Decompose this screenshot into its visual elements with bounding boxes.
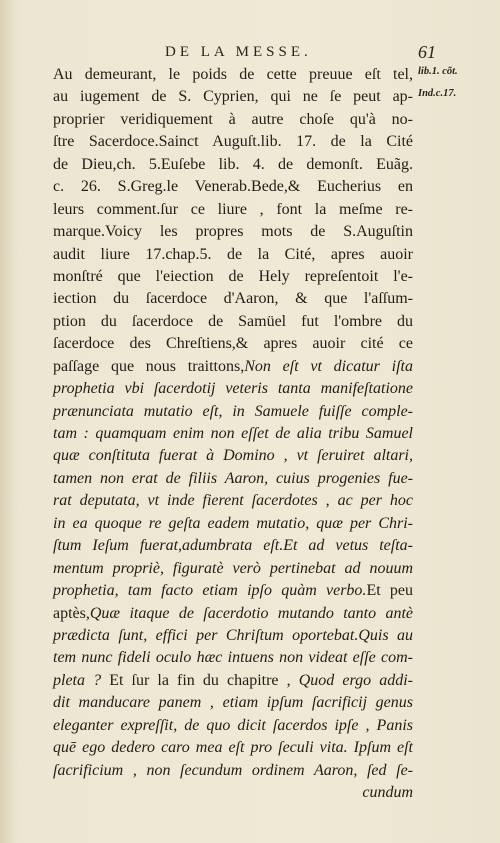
latin-quote-text: prophetia, tam facto etiam ipſo quàm verbo. [53,582,367,600]
text-line [53,737,413,759]
french-text: Et ſur la fin du chapitre , [101,671,299,689]
body-text [53,64,413,804]
latin-quote-text: tamen non erat de filiis Aaron, cuius progenies fue- [53,469,413,487]
latin-quote-text: ſacrificium , non ſecundum ordinem Aaron, ſed ſe- [53,761,413,779]
latin-quote-text: Quæ itaque de ſacerdotio mutando tanto antè [89,604,413,622]
latin-quote-text: tam : quamquam enim non eſſet de alia tribu Samuel [53,425,413,442]
latin-quote-text: mentum propriè, figuratè verò pertinebat ad nouum [53,559,413,577]
text-line [53,423,413,445]
text-line [53,513,413,535]
text-line [53,64,413,86]
french-text: leurs comment.ſur ce liure , font la meſme re- [53,200,413,218]
running-head: DE LA MESSE. [165,44,312,60]
text-line [53,266,413,288]
text-line [53,333,413,355]
text-line [53,311,413,333]
text-line [53,580,413,602]
margin-note: Ind.c.17. [418,88,457,99]
french-text: ſtre Sacerdoce.Sainct Auguſt.lib. 17. de la Cité [53,133,413,151]
margin-note: lib.1. cõt. [418,66,458,77]
french-text: ption du ſacerdoce de Samüel fut l'ombre du [53,312,413,330]
latin-quote-text: tem nunc fideli oculo hæc intuens non videat eſſe com- [53,649,413,667]
french-text: marque.Voicy les propres mots de S.Auguſtin [53,223,413,241]
latin-quote-text: rat deputata, vt inde fierent ſacerdotes , ac per hoc [53,492,413,510]
latin-quote-text: prædicta ſunt, effici per Chriſtum oportebat.Quis au [53,626,413,644]
latin-quote-text: pleta ? [53,671,102,689]
text-line [53,535,413,557]
text-line [53,715,413,737]
text-line [53,490,413,512]
french-text: Et peu [366,582,413,600]
french-text: de Dieu,ch. 5.Euſebe lib. 4. de demonſt. Euãg. [53,155,413,173]
text-line [53,176,413,198]
text-line [53,445,413,467]
text-line [53,154,413,176]
latin-quote-text: cundum [362,784,413,801]
text-line [53,782,413,804]
latin-quote-text: dit manducare panem , etiam ipſum ſacrificij genus [53,694,413,712]
latin-quote-text: prophetia vbi ſacerdotij veteris tanta manifeſtatione [53,380,413,398]
french-text: paſſage que nous traittons, [53,357,245,375]
text-line [53,692,413,714]
text-line [53,109,413,131]
latin-quote-text: quē ego dedero caro mea eſt pro ſeculi vita. Ipſum eſt [53,739,413,757]
latin-quote-text: prænunciata mutatio eſt, in Samuele fuiſſe comple- [53,402,413,420]
french-text: ſacerdoce des Chreſtiens,& apres auoir cité ce [53,335,413,353]
latin-quote-text: Quod ergo addi- [298,671,413,689]
latin-quote-text: eleganter expreſſit, de quo dicit ſacerdos ipſe , Panis [53,716,413,734]
text-line [53,244,413,266]
text-line [53,760,413,782]
french-text: proprier veridiquement à autre choſe qu'à no- [53,110,413,128]
text-line [53,378,413,400]
french-text: Au demeurant, le poids de cette preuue eſt tel, [53,66,413,83]
latin-quote-text: in ea quoque re geſta eadem mutatio, quæ per Chri- [53,514,413,532]
text-line [53,468,413,490]
text-line [53,288,413,310]
french-text: aptès, [53,604,90,622]
text-line [53,647,413,669]
text-line [53,558,413,580]
text-line [53,356,413,378]
french-text: audit liure 17.chap.5. de la Cité, apres auoir [53,245,413,263]
page-header [0,44,500,66]
latin-quote-text: Non eſt vt dicatur iſta [244,357,413,375]
text-line [53,670,413,692]
latin-quote-text: quæ conſtituta fuerat à Domino , vt ſeruiret altari, [53,447,413,465]
latin-quote-text: ſtum Ieſum fuerat,adumbrata eſt.Et ad vetus teſta- [53,537,413,555]
text-line [53,401,413,423]
text-line [53,131,413,153]
text-line [53,86,413,108]
french-text: au iugement de S. Cyprien, qui ne ſe peut ap- [53,88,413,106]
french-text: iection du ſacerdoce d'Aaron, & que l'aſſum- [53,290,413,308]
french-text: c. 26. S.Greg.le Venerab.Bede,& Eucherius en [53,178,413,196]
text-line [53,221,413,243]
text-line [53,603,413,625]
text-line [53,625,413,647]
text-line [53,199,413,221]
french-text: monſtré que l'eiection de Hely repreſentoit l'e- [53,267,413,285]
page-number: 61 [418,42,436,62]
